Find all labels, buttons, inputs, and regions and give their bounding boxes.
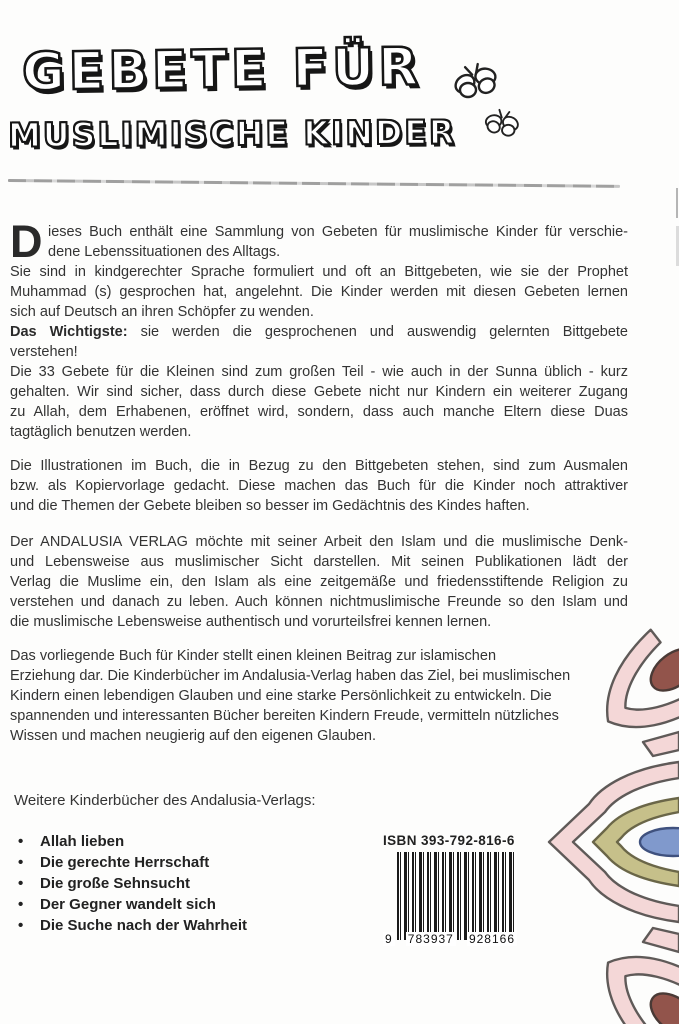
book-title-text: Die große Sehnsucht [40,875,191,892]
ean-digits [383,932,517,946]
illustrations-paragraph-lines [10,456,628,516]
bullet-icon: • [18,875,24,892]
ornament-chevron [643,732,679,756]
book-title-text: Die gerechte Herrschaft [40,854,210,871]
text-line: die muslimische Lebensweise authentisch und vorurteilsfrei kennen lernen. [10,614,492,630]
book-list-item [16,852,628,873]
kinderbuch-paragraph-lines [10,646,628,746]
bullet-icon: • [18,854,24,871]
barcode-bars [397,852,517,940]
isbn-block [383,833,523,944]
text-line: spannenden und interessanten Bücher bereiten Kindern Freude, vermitteln nützliches [10,708,559,724]
butterfly-icon [482,107,522,139]
book-list-item [16,873,628,894]
ean-digit-group1: 783937 [407,932,454,946]
horizontal-rule [8,179,620,188]
text-line: sich auf Deutsch an ihren Schöpfer zu wenden. [10,304,314,320]
text-line: tagtäglich benutzen werden. [10,424,192,440]
text-line: verstehen! [10,344,78,360]
text-line: Das Wichtigste: sie werden die gesprochenen und auswendig gelernten Bittgebete [10,324,628,340]
text-line: Das vorliegende Buch für Kinder stellt einen kleinen Beitrag zur islamischen [10,648,497,664]
ean-digit-group2: 928166 [468,932,515,946]
more-books-heading: Weitere Kinderbücher des Andalusia-Verlags: [14,792,316,809]
book-title-line2: MUSLIMISCHE KINDER [7,112,457,155]
dropcap-letter: D [10,216,43,267]
text-line: und die Themen der Gebete bleiben so besser im Gedächtnis des Kindes haften. [10,498,530,514]
book-list-item [16,915,628,936]
book-title-text: Die Suche nach der Wahrheit [40,917,247,934]
mandala-ornament [539,614,679,1024]
ean-barcode [385,852,515,946]
back-cover-text [10,216,628,936]
book-list [16,831,628,936]
bullet-icon: • [18,917,24,934]
text-line: Die Illustrationen im Buch, die in Bezug zu den Bittgebeten stehen, sind zum Ausmalen [10,458,628,474]
book-title-text: Allah lieben [40,833,125,850]
bullet-icon: • [18,833,24,850]
text-line: und Lebensweise aus muslimischer Sicht darstellen. Mit seinen Publikationen lädt der [10,554,628,570]
text-line: zu Allah, dem Erhabenen, eröffnet wird, sondern, dass auch manche Eltern diese Duas [10,404,628,420]
text-line: Der ANDALUSIA VERLAG möchte mit seiner Arbeit den Islam und die muslimische Denk- [10,534,628,550]
text-line: verstehen und danach zu leben. Auch können nichtmuslimische Freunde so den Islam und [10,594,628,610]
verlag-paragraph [10,532,628,632]
text-line: Sie sind in kindgerechter Sprache formuliert und oft an Bittgebeten, wie sie der Prophet [10,264,628,280]
text-line: dene Lebenssituationen des Alltags. [48,244,281,260]
intro-paragraph [10,216,628,442]
butterfly-icon [450,60,501,102]
illustrations-paragraph [10,456,628,516]
book-title-line1: GEBETE FÜR [21,37,423,103]
bullet-icon: • [18,896,24,913]
text-line: Kindern einen lebendigen Glauben und eine starke Persönlichkeit zu entwickeln. Die [10,688,552,704]
text-line: Erziehung dar. Die Kinderbücher im Andalusia-Verlag haben das Ziel, bei muslimischen [10,668,571,684]
text-line: gehalten. Wir sind sicher, dass durch diese Gebete nicht nur Kindern ein weiterer Zugang [10,384,628,400]
text-line: bzw. als Kopiervorlage gedacht. Diese machen das Buch für die Kinder noch attraktiver [10,478,628,494]
book-title-text: Der Gegner wandelt sich [40,896,216,913]
text-line: ieses Buch enthält eine Sammlung von Gebeten für muslimische Kinder für verschie- [48,224,628,240]
book-list-item [16,894,628,915]
ornament-chevron [643,928,679,952]
kinderbuch-paragraph [10,646,628,746]
scan-edge-mark [676,188,678,218]
book-list-item [16,831,628,852]
intro-paragraph-lines [10,216,628,442]
text-line: Muhammad (s) gesprochen hat, angelehnt. Die Kinder werden mit diesen Gebeten lernen [10,284,628,300]
text-line: Verlag die Muslime ein, den Islam als eine zeitgemäße und friedensstiftende Religion zu [10,574,628,590]
ean-digit-lead: 9 [385,932,393,946]
verlag-paragraph-lines [10,532,628,632]
butterflies-icon [450,56,530,148]
text-line: Die 33 Gebete für die Kleinen sind zum großen Teil - wie auch in der Sunna üblich - kurz [10,364,628,380]
ornament-middle-petal [549,762,679,922]
isbn-label: ISBN 393-792-816-6 [383,833,515,848]
text-line: Wissen und machen neugierig auf den eigenen Glauben. [10,728,376,744]
